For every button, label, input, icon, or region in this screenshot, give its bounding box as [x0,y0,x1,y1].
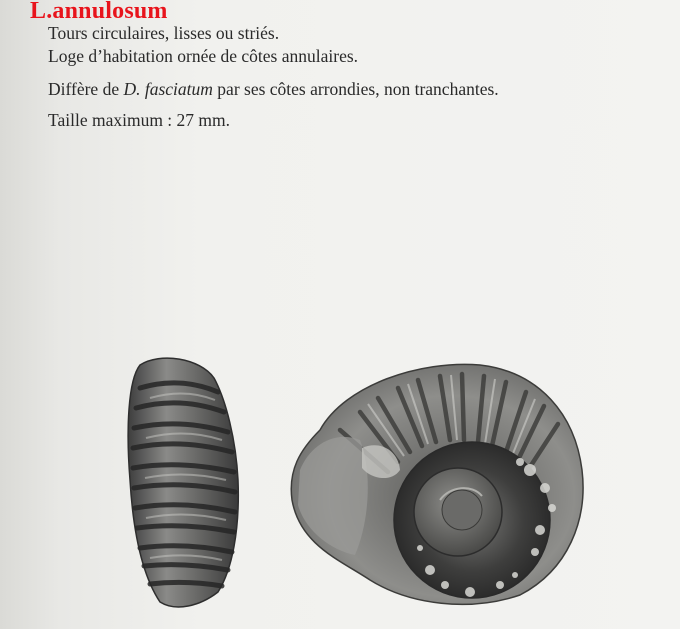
ammonite-side-view-icon [128,358,238,607]
ammonite-lateral-view-icon [291,364,583,604]
species-description [48,22,668,132]
description-line-3 [48,78,668,101]
comparison-prefix: Diffère de [48,79,124,99]
size-line: Taille maximum : 27 mm. [48,110,231,130]
comparison-suffix: par ses côtes arrondies, non tranchantes. [212,79,499,99]
description-line-1: Tours circulaires, lisses ou striés. [48,23,280,43]
species-title: L.annulosum [30,0,168,24]
description-line-2: Loge d’habitation ornée de côtes annulaires. [48,46,359,66]
comparison-species: D. fasciatum [123,79,213,99]
